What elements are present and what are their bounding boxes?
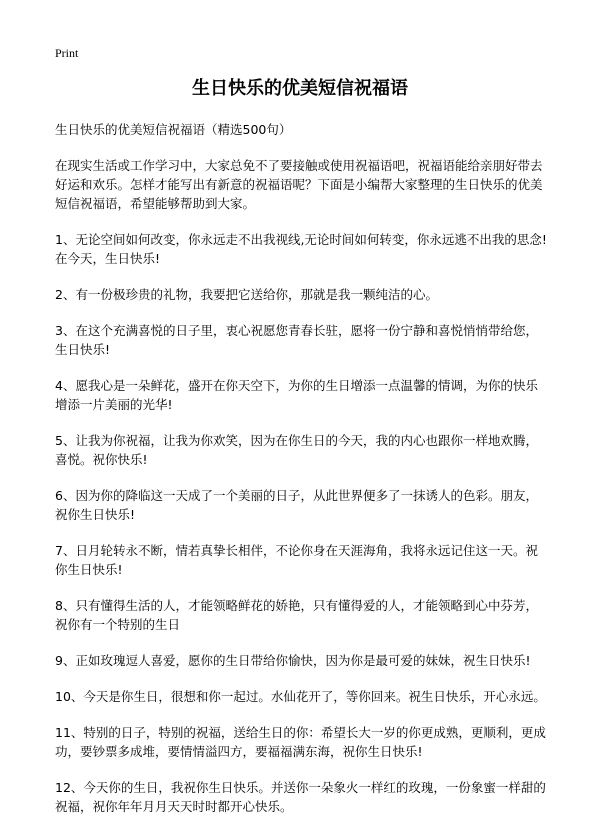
wish-item-9: 9、正如玫瑰逗人喜爱，愿你的生日带给你愉快，因为你是最可爱的妹妹，祝生日快乐! (55, 653, 531, 668)
wish-item-11: 11、特别的日子，特别的祝福，送给生日的你：希望长大一岁的你更成熟，更顺利，更成功，要钞票多成堆，要情情溢四方，要福福满东海，祝你生日快乐! (55, 725, 546, 759)
wish-item-12: 12、今天你的生日，我祝你生日快乐。并送你一朵象火一样红的玫瑰，一份象蜜一样甜的祝福，祝你年年月月天天时时都开心快乐。 (55, 780, 546, 814)
wish-item-5: 5、让我为你祝福，让我为你欢笑，因为在你生日的今天，我的内心也跟你一样地欢腾，喜悦。祝你快乐! (55, 433, 538, 467)
intro-paragraph: 在现实生活或工作学习中，大家总免不了要接触或使用祝福语吧，祝福语能给亲朋好带去好运和欢乐。怎样才能写出有新意的祝福语呢？下面是小编帮大家整理的生日快乐的优美短信祝福语，希望能够帮助到大家。 (55, 158, 543, 211)
wish-item-8: 8、只有懂得生活的人，才能领略鲜花的娇艳，只有懂得爱的人，才能领略到心中芬芳，祝你有一个特别的生日 (55, 598, 538, 632)
wish-item-7: 7、日月轮转永不断，情若真挚长相伴，不论你身在天涯海角，我将永远记住这一天。祝你生日快乐! (55, 543, 538, 577)
wish-item-6: 6、因为你的降临这一天成了一个美丽的日子，从此世界便多了一抹诱人的色彩。朋友，祝你生日快乐! (55, 488, 538, 522)
wish-item-2: 2、有一份极珍贵的礼物，我要把它送给你，那就是我一颗纯洁的心。 (55, 287, 438, 302)
article-subtitle: 生日快乐的优美短信祝福语（精选500句） (55, 122, 292, 137)
page-title: 生日快乐的优美短信祝福语 (192, 78, 408, 99)
wish-item-1: 1、无论空间如何改变，你永远走不出我视线,无论时间如何转变，你永远逃不出我的思念!在今天，生日快乐! (55, 232, 547, 266)
wish-item-10: 10、今天是你生日，很想和你一起过。水仙花开了，等你回来。祝生日快乐，开心永远。 (55, 689, 546, 704)
wish-item-4: 4、愿我心是一朵鲜花，盛开在你天空下，为你的生日增添一点温馨的情调，为你的快乐增添一片美丽的光华! (55, 378, 538, 412)
wish-item-3: 3、在这个充满喜悦的日子里，衷心祝愿您青春长驻，愿将一份宁静和喜悦悄悄带给您，生日快乐! (55, 323, 538, 357)
print-link[interactable]: Print (55, 46, 79, 60)
article-body (55, 120, 550, 833)
